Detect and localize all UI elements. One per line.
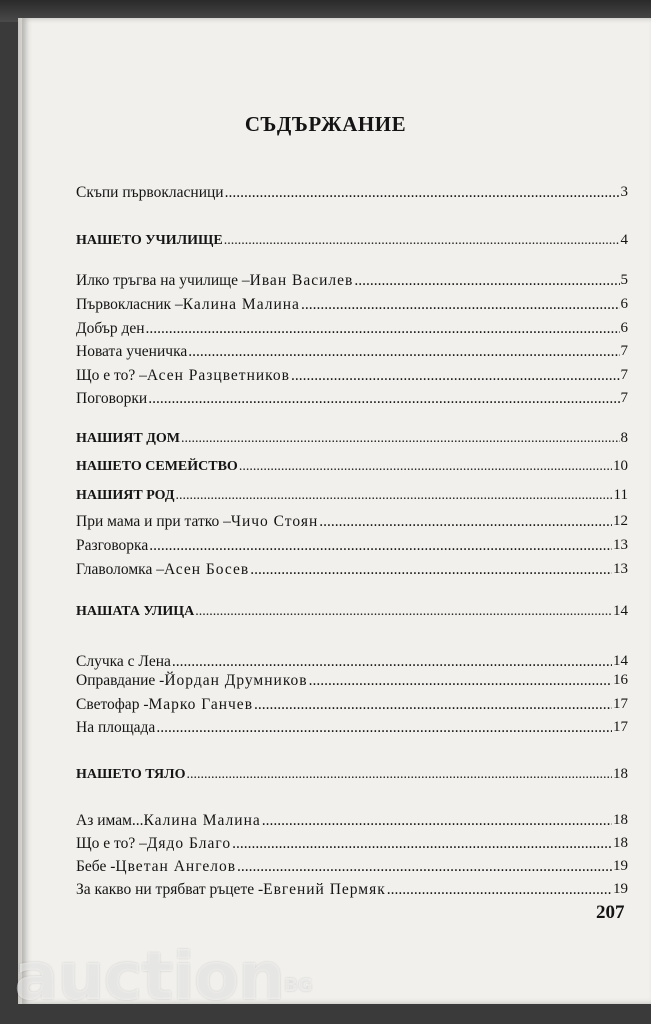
- page-number: 207: [596, 902, 625, 923]
- toc-entry-title: Скъпи първокласници: [76, 183, 224, 201]
- dot-leader: [387, 882, 612, 898]
- toc-entry-title: Бебе -: [76, 857, 116, 875]
- toc-entry-title: НАШЕТО УЧИЛИЩЕ: [76, 233, 223, 248]
- toc-entry-page: 3: [620, 184, 628, 200]
- toc-entry-page: 12: [613, 513, 628, 529]
- auction-watermark: [14, 938, 313, 1015]
- toc-entry-title: Що е то? –: [76, 834, 147, 852]
- toc-entry-author: Калина Малина: [182, 295, 300, 313]
- toc-entry-title: Що е то? –: [76, 366, 147, 384]
- toc-entry-page: 18: [613, 766, 628, 782]
- toc-entry: [76, 337, 628, 359]
- toc-entry-page: 10: [613, 458, 628, 474]
- toc-entry-page: 13: [613, 537, 628, 553]
- toc-section-heading: [76, 760, 628, 782]
- toc-entry-page: 6: [620, 296, 628, 312]
- dot-leader: [176, 489, 613, 503]
- toc-section-heading: [76, 452, 628, 474]
- toc-entry-title: Поговорки: [76, 389, 148, 407]
- toc-entry-title: Новата ученичка: [76, 342, 188, 360]
- toc-entry-author: Йордан Друмников: [164, 671, 308, 689]
- dot-leader: [148, 391, 619, 407]
- toc-entry: [76, 555, 628, 577]
- toc-entry-page: 13: [613, 561, 628, 577]
- watermark-suffix: BG: [284, 975, 313, 996]
- dot-leader: [146, 321, 620, 337]
- toc-section-heading: [76, 226, 628, 248]
- dot-leader: [232, 836, 612, 852]
- toc-entry-page: 11: [613, 487, 628, 503]
- page-title: СЪДЪРЖАНИЕ: [244, 112, 407, 136]
- toc-entry: [76, 852, 628, 874]
- toc-entry-title: Разговорка: [76, 536, 149, 554]
- toc-entry-page: 17: [613, 719, 628, 735]
- toc-entry-author: Марко Ганчев: [148, 695, 254, 713]
- toc-entry: [76, 829, 628, 851]
- dot-leader: [187, 768, 613, 782]
- dot-leader: [262, 813, 612, 829]
- toc-entry-author: Калина Малина: [143, 811, 261, 829]
- toc-section-heading: [76, 424, 628, 446]
- toc-entry: [76, 806, 628, 828]
- toc-entry-author: Чичо Стоян: [230, 512, 319, 530]
- dot-leader: [225, 185, 620, 201]
- toc-entry: [76, 875, 628, 897]
- toc-entry-page: 4: [620, 232, 628, 248]
- toc-entry-title: НАШЕТО СЕМЕЙСТВО: [76, 459, 238, 474]
- dot-leader: [301, 297, 620, 313]
- toc-entry-title: Добър ден: [76, 319, 145, 337]
- toc-entry: [76, 361, 628, 383]
- toc-entry-title: На площада: [76, 718, 156, 736]
- toc-section-heading: [76, 597, 628, 619]
- toc-entry-author: Асен Разцветников: [146, 366, 290, 384]
- toc-entry-title: НАШАТА УЛИЦА: [76, 604, 195, 619]
- toc-entry-page: 18: [613, 812, 628, 828]
- toc-entry-title: Оправдание -: [76, 671, 165, 689]
- dot-leader: [237, 859, 612, 875]
- toc-entry: [76, 266, 628, 288]
- toc-entry-page: 19: [613, 881, 628, 897]
- toc-entry-page: 14: [613, 603, 628, 619]
- toc-entry-title: НАШИЯТ ДОМ: [76, 431, 180, 446]
- toc-entry-page: 8: [620, 430, 628, 446]
- toc-entry-title: Аз имам...: [76, 811, 144, 829]
- toc-entry-title: НАШЕТО ТЯЛО: [76, 767, 186, 782]
- dot-leader: [291, 368, 620, 384]
- toc-entry-title: Главоломка –: [76, 560, 164, 578]
- toc-entry-author: Дядо Благо: [146, 834, 232, 852]
- toc-entry-title: Случка с Лена: [76, 652, 171, 670]
- toc-section-heading: [76, 481, 628, 503]
- toc-entry: [76, 713, 628, 735]
- toc-entry: [76, 290, 628, 312]
- toc-entry-author: Асен Босев: [163, 560, 250, 578]
- toc-entry-page: 14: [613, 653, 628, 669]
- toc-entry-author: Цветан Ангелов: [115, 857, 237, 875]
- toc-entry: [76, 507, 628, 529]
- toc-entry-page: 5: [620, 272, 628, 288]
- toc-entry: [76, 314, 628, 336]
- toc-entry: [76, 690, 628, 712]
- dot-leader: [195, 605, 612, 619]
- toc-entry: [76, 531, 628, 553]
- toc-entry-page: 7: [620, 343, 628, 359]
- dot-leader: [309, 673, 612, 689]
- dot-leader: [354, 273, 619, 289]
- dot-leader: [319, 514, 612, 530]
- toc-entry: [76, 384, 628, 406]
- dot-leader: [149, 538, 612, 554]
- toc-entry: [76, 666, 628, 688]
- toc-entry-title: За какво ни трябват ръцете -: [76, 880, 264, 898]
- toc-entry-title: НАШИЯТ РОД: [76, 488, 175, 503]
- toc-entry-page: 16: [613, 672, 628, 688]
- dot-leader: [188, 344, 619, 360]
- toc-entry: [76, 178, 628, 200]
- toc-entry-author: Иван Василев: [249, 271, 354, 289]
- dot-leader: [224, 234, 620, 248]
- toc-entry-author: Евгений Пермяк: [263, 880, 386, 898]
- toc-entry-page: 7: [620, 390, 628, 406]
- toc-entry-title: Илко тръгва на училище –: [76, 271, 250, 289]
- toc-entry-title: При мама и при татко –: [76, 512, 231, 530]
- dot-leader: [254, 697, 612, 713]
- toc-entry-page: 7: [620, 367, 628, 383]
- toc-entry-page: 19: [613, 858, 628, 874]
- toc-entry-title: Първокласник –: [76, 295, 183, 313]
- toc-entry-page: 6: [620, 320, 628, 336]
- toc-entry-page: 17: [613, 696, 628, 712]
- dot-leader: [156, 720, 612, 736]
- toc-entry-title: Светофар -: [76, 695, 149, 713]
- watermark-text: auction: [14, 938, 285, 1015]
- toc-entry-page: 18: [613, 835, 628, 851]
- dot-leader: [239, 460, 612, 474]
- dot-leader: [181, 432, 620, 446]
- dot-leader: [250, 562, 612, 578]
